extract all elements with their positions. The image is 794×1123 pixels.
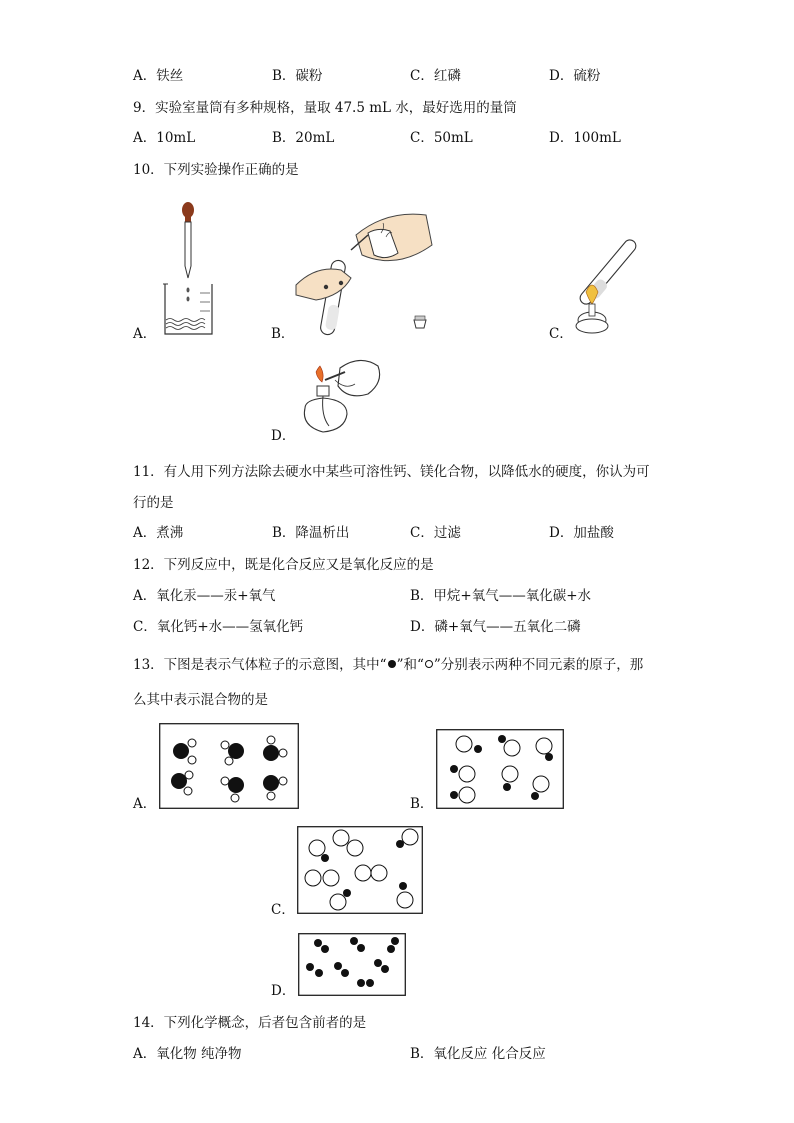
q10-option-a-label: A． [133, 326, 157, 342]
hollow-atom-icon [425, 660, 433, 668]
q13-option-a-label: A． [133, 796, 157, 812]
q8-option-d: D．硫粉 [549, 68, 601, 84]
filled-atom-icon [388, 660, 396, 668]
q9-option-c: C．50mL [410, 130, 473, 146]
q13-option-d-label: D． [271, 983, 296, 999]
q10-stem: 10．下列实验操作正确的是 [133, 162, 299, 178]
q11-option-c: C．过滤 [410, 525, 461, 541]
q13-option-b-label: B． [410, 796, 434, 812]
q9-option-b: B．20mL [272, 130, 335, 146]
q13-stem-line1 [133, 657, 643, 673]
q12-option-d: D．磷+氧气——五氧化二磷 [410, 619, 581, 635]
q13-option-c-label: C． [271, 902, 295, 918]
q9-stem: 9．实验室量筒有多种规格，量取 47.5 mL 水，最好选用的量筒 [133, 100, 517, 116]
q8-option-c: C．红磷 [410, 68, 461, 84]
alcohol-lamp-illustration [295, 358, 385, 438]
particle-diagram-a [159, 723, 299, 809]
q13-stem-line2: 么其中表示混合物的是 [133, 692, 268, 708]
q9-option-a: A．10mL [133, 130, 196, 146]
q12-option-a: A．氧化汞——汞+氧气 [133, 588, 276, 604]
q11-stem-line1: 11．有人用下列方法除去硬水中某些可溶性钙、镁化合物，以降低水的硬度，你认为可 [133, 464, 650, 480]
q10-option-c-label: C． [549, 326, 573, 342]
q14-option-a: A．氧化物 纯净物 [133, 1046, 242, 1062]
q13-stem-part-a: 13．下图是表示气体粒子的示意图，其中“ [133, 657, 387, 673]
q13-stem-part-c: ”分别表示两种不同元素的原子，那 [433, 657, 644, 673]
heating-test-tube-illustration [572, 234, 642, 339]
particle-diagram-b [436, 729, 564, 809]
q8-option-a: A．铁丝 [133, 68, 184, 84]
q10-option-b-label: B． [271, 326, 295, 342]
q9-option-d: D．100mL [549, 130, 621, 146]
q12-stem: 12．下列反应中，既是化合反应又是氧化反应的是 [133, 557, 434, 573]
q11-stem-line2: 行的是 [133, 495, 174, 511]
particle-diagram-c [297, 826, 423, 914]
q8-option-b: B．碳粉 [272, 68, 323, 84]
pouring-liquid-illustration [296, 205, 446, 340]
q10-option-d-label: D． [271, 428, 296, 444]
q11-option-b: B．降温析出 [272, 525, 350, 541]
q11-option-d: D．加盐酸 [549, 525, 614, 541]
particle-diagram-d [298, 933, 406, 996]
dropper-beaker-illustration [160, 198, 220, 338]
q13-stem-part-b: ”和“ [396, 657, 424, 673]
q14-stem: 14．下列化学概念，后者包含前者的是 [133, 1015, 367, 1031]
q12-option-c: C．氧化钙+水——氢氧化钙 [133, 619, 304, 635]
q12-option-b: B．甲烷+氧气——氧化碳+水 [410, 588, 592, 604]
q11-option-a: A．煮沸 [133, 525, 184, 541]
q14-option-b: B．氧化反应 化合反应 [410, 1046, 546, 1062]
